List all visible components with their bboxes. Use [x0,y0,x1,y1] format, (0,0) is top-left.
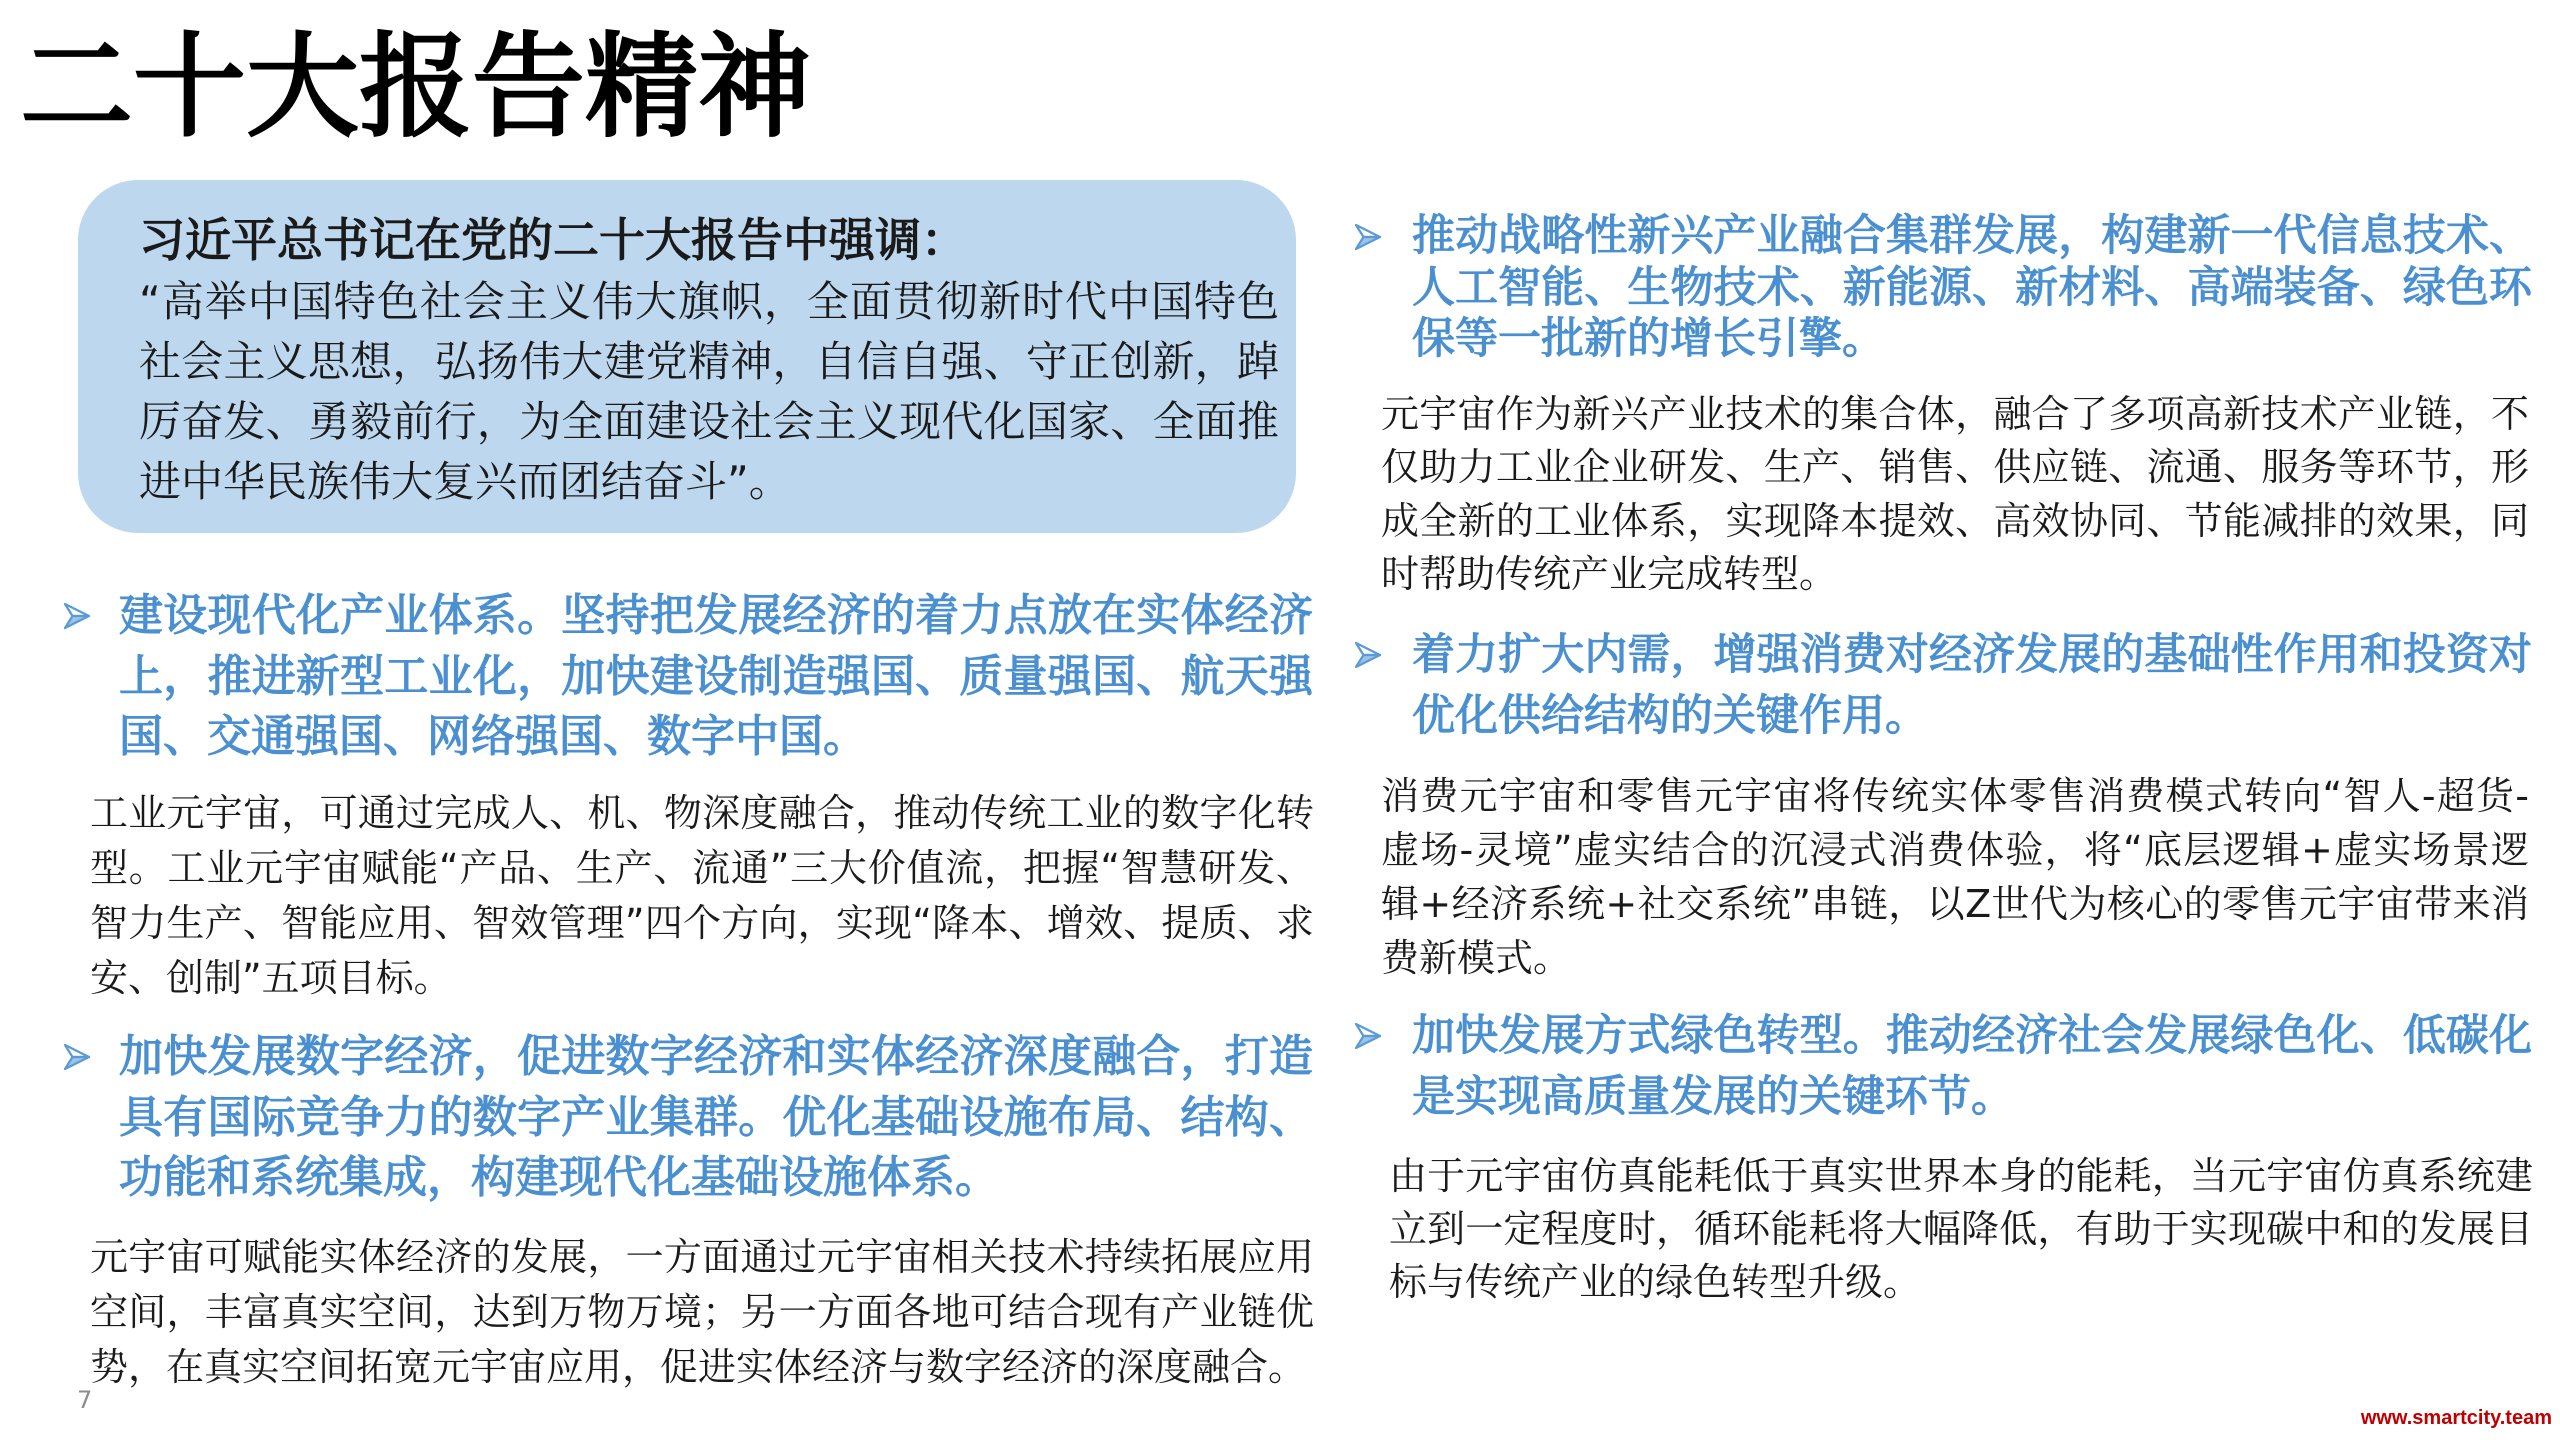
section-body: 元宇宙作为新兴产业技术的集合体，融合了多项高新技术产业链，不仅助力工业企业研发、生产、销售、供应链、流通、服务等环节，形成全新的工业体系，实现降本提效、高效协同、节能减排的效果，同时帮助传统产业完成转型。 [1381,392,2529,597]
page-number: 7 [77,1386,93,1414]
quote-box [78,180,1296,533]
arrow-bullet-icon-graphic [1353,1021,1383,1051]
section-heading: 着力扩大内需，增强消费对经济发展的基础性作用和投资对优化供给结构的关键作用。 [1412,630,2532,741]
quote-text: “高举中国特色社会主义伟大旗帜，全面贯彻新时代中国特色社会主义思想，弘扬伟大建党精神，自信自强、守正创新，踔厉奋发、勇毅前行，为全面建设社会主义现代化国家、全面推进中华民族伟大复兴而团结奋斗”。 [139,277,1279,506]
section-emerging-industries [1340,211,2540,606]
section-digital-economy [0,1027,1330,1395]
watermark: www.smartcity.team [2360,1407,2552,1429]
section-body: 消费元宇宙和零售元宇宙将传统实体零售消费模式转向“智人-超货-虚场-灵境”虚实结合的沉浸式消费体验，将“底层逻辑+虚实场景逻辑+经济系统+社交系统”串链，以Z世代为核心的零售元宇宙带来消费新模式。 [1381,774,2529,980]
section-body: 元宇宙可赋能实体经济的发展，一方面通过元宇宙相关技术持续拓展应用空间，丰富真实空间，达到万物万境；另一方面各地可结合现有产业链优势，在真实空间拓宽元宇宙应用，促进实体经济与数字经济的深度融合。 [90,1235,1314,1389]
arrow-bullet-icon-graphic [1353,222,1383,252]
arrow-bullet-icon-graphic [1353,640,1383,670]
section-green-transition [1340,1006,2540,1316]
arrow-bullet-icon [1353,640,1383,670]
arrow-bullet-icon [1353,222,1383,252]
section-heading: 推动战略性新兴产业融合集群发展，构建新一代信息技术、人工智能、生物技术、新能源、新材料、高端装备、绿色环保等一批新的增长引擎。 [1412,211,2532,364]
slide-title: 二十大报告精神 [20,21,811,153]
section-domestic-demand [1340,625,2540,990]
section-heading: 加快发展方式绿色转型。推动经济社会发展绿色化、低碳化是实现高质量发展的关键环节。 [1412,1011,2532,1122]
arrow-bullet-icon [62,1042,92,1072]
arrow-bullet-icon-graphic [62,1042,92,1072]
section-body: 工业元宇宙，可通过完成人、机、物深度融合，推动传统工业的数字化转型。工业元宇宙赋能“产品、生产、流通”三大价值流，把握“智慧研发、智力生产、智能应用、智效管理”四个方向，实现“降本、增效、提质、求安、创制”五项目标。 [90,791,1314,1000]
section-industrial-system [0,586,1330,1006]
arrow-bullet-icon-graphic [62,601,92,631]
arrow-bullet-icon [62,601,92,631]
section-heading: 建设现代化产业体系。坚持把发展经济的着力点放在实体经济上，推进新型工业化，加快建设制造强国、质量强国、航天强国、交通强国、网络强国、数字中国。 [119,590,1313,762]
quote-heading: 习近平总书记在党的二十大报告中强调： [139,213,967,267]
section-body: 由于元宇宙仿真能耗低于真实世界本身的能耗，当元宇宙仿真系统建立到一定程度时，循环能耗将大幅降低，有助于实现碳中和的发展目标与传统产业的绿色转型升级。 [1389,1154,2533,1304]
section-heading: 加快发展数字经济，促进数字经济和实体经济深度融合，打造具有国际竞争力的数字产业集群。优化基础设施布局、结构、功能和系统集成，构建现代化基础设施体系。 [119,1031,1313,1203]
arrow-bullet-icon [1353,1021,1383,1051]
